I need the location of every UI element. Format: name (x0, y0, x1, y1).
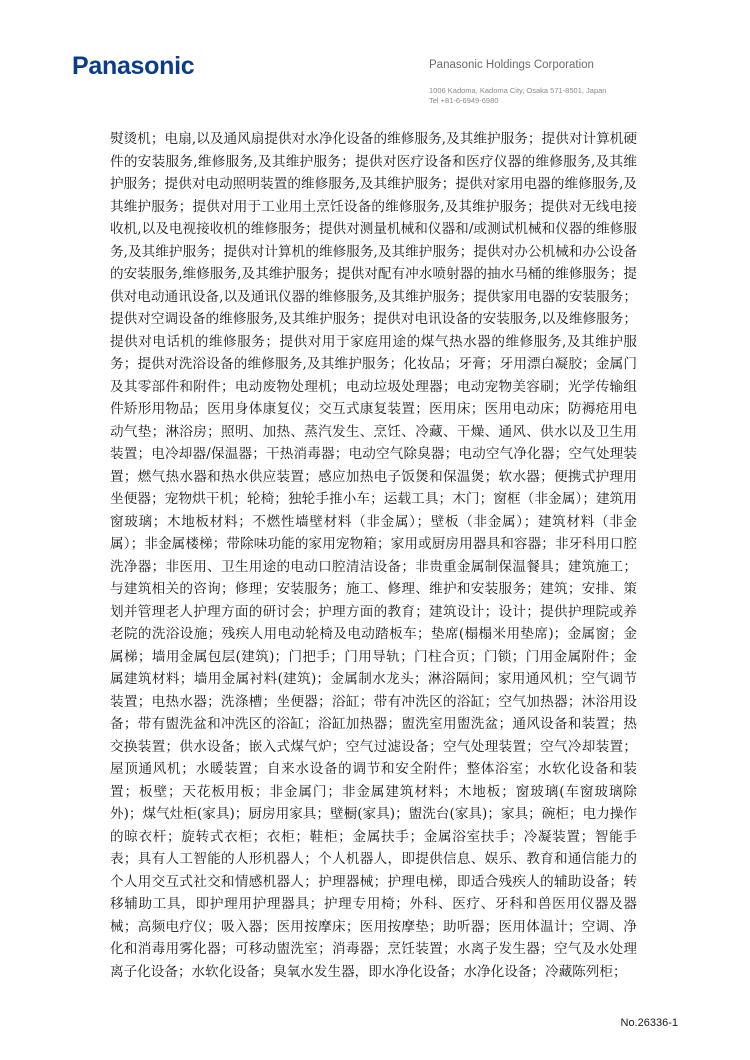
document-body-text: 熨烫机；电扇,以及通风扇提供对水净化设备的维修服务,及其维护服务；提供对计算机硬件的安装服务,维修服务,及其维护服务；提供对医疗设备和医疗仪器的维修服务,及其维护服务；提供对电动照明装置的维修服务,及其维护服务；提供对家用电器的维修服务,及其维护服务；提供对用于工业用土烹饪设备的维修服务,及其维护服务；提供对无线电接收机,以及电视接收机的维修服务；提供对测量机械和仪器和/或测试机械和仪器的维修服务,及其维护服务；提供对计算机的维修服务,及其维护服务；提供对办公机械和办公设备的安装服务,维修服务,及其维护服务；提供对配有冲水喷射器的抽水马桶的维修服务；提供对电动通讯设备,以及通讯仪器的维修服务,及其维护服务；提供家用电器的安装服务；提供对空调设备的维修服务,及其维护服务；提供对电讯设备的安装服务,以及维修服务；提供对电话机的维修服务；提供对用于家庭用途的煤气热水器的维修服务,及其维护服务；提供对洗浴设备的维修服务,及其维护服务；化妆品；牙膏；牙用漂白凝胶；金属门及其零部件和附件；电动废物处理机；电动垃圾处理器；电动宠物美容刷；光学传输组件矫形用物品；医用身体康复仪；交互式康复装置；医用床；医用电动床；防褥疮用电动气垫；淋浴房；照明、加热、蒸汽发生、烹饪、冷藏、干燥、通风、供水以及卫生用装置；电冷却器/保温器；干热消毒器；电动空气除臭器；电动空气净化器；空气处理装置；燃气热水器和热水供应装置；感应加热电子饭煲和保温煲；软水器；便携式护理用坐便器；宠物烘干机；轮椅；独轮手推小车；运载工具；木门；窗框（非金属）；建筑用窗玻璃；木地板材料；不燃性墙壁材料（非金属）；壁板（非金属）；建筑材料（非金属）；非金属楼梯；带除味功能的家用宠物箱；家用或厨房用器具和容器；非牙科用口腔洗净器；非医用、卫生用途的电动口腔清洁设备；非贵重金属制保温餐具；建筑施工；与建筑相关的咨询；修理；安装服务；施工、修理、维护和安装服务；建筑；安排、策划并管理老人护理方面的研讨会；护理方面的教育；建筑设计；设计；提供护理院或养老院的洗浴设施；残疾人用电动轮椅及电动踏板车；垫席(榻榻米用垫席)；金属窗；金属梯；墙用金属包层(建筑)；门把手；门用导轨；门柱合页；门锁；门用金属附件；金属建筑材料；墙用金属衬料(建筑)；金属制水龙头；淋浴隔间；家用通风机；空气调节装置；电热水器；洗涤槽；坐便器；浴缸；带有冲洗区的浴缸；空气加热器；沐浴用设备；带有盥洗盆和冲洗区的浴缸；浴缸加热器；盥洗室用盥洗盆；通风设备和装置；热交换装置；供水设备；嵌入式煤气炉；空气过滤设备；空气处理装置；空气冷却装置；屋顶通风机；水暖装置；自来水设备的调节和安全附件；整体浴室；水软化设备和装置；板壁；天花板用板；非金属门；非金属建筑材料；木地板；窗玻璃(车窗玻璃除外)；煤气灶柜(家具)；厨房用家具；壁橱(家具)；盥洗台(家具)；家具；碗柜；电力操作的晾衣杆；旋转式衣柜；衣柜；鞋柜；金属扶手；金属浴室扶手；冷凝装置；智能手表；具有人工智能的人形机器人；个人机器人，即提供信息、娱乐、教育和通信能力的个人用交互式社交和情感机器人；护理器械；护理电梯，即适合残疾人的辅助设备；转移辅助工具，即护理用护理器具；护理专用椅；外科、医疗、牙科和兽医用仪器及器械；高频电疗仪；吸入器；医用按摩床；医用按摩垫；助听器；医用体温计；空调、净化和消毒用雾化器；可移动盥洗室；消毒器；烹饪装置；水离子发生器；空气及水处理离子化设备；水软化设备；臭氧水发生器，即水净化设备；水净化设备；冷藏陈列柜； (110, 131, 637, 980)
company-address (429, 86, 606, 106)
phone-line: Tel +81-6-6949-6980 (429, 96, 499, 105)
address-line: 1006 Kadoma, Kadoma City, Osaka 571-8501, Japan (429, 86, 607, 95)
panasonic-logo: Panasonic (72, 52, 195, 80)
company-name: Panasonic Holdings Corporation (429, 59, 594, 71)
document-number: No.26336-1 (620, 1017, 678, 1029)
